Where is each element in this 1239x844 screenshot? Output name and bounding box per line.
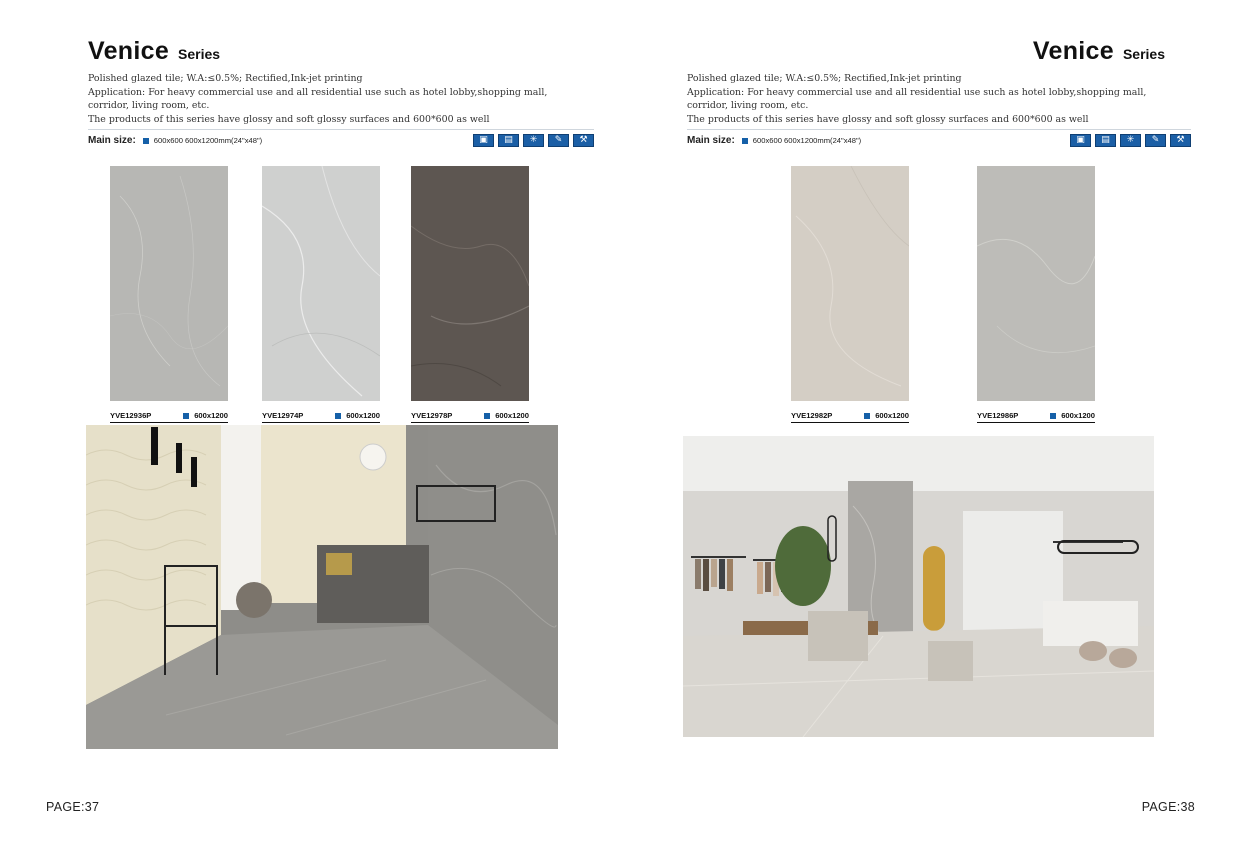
description-line: Application: For heavy commercial use and all residential use such as hotel lobby,shopping mall, xyxy=(687,86,1147,98)
tile-card xyxy=(977,166,1095,423)
description-line: The products of this series have glossy and soft glossy surfaces and 600*600 as well xyxy=(88,114,490,126)
page-number: PAGE:38 xyxy=(1141,800,1195,814)
tile-swatch xyxy=(977,166,1095,401)
description-line: Polished glazed tile; W.A:≤0.5%; Rectified,Ink-jet printing xyxy=(687,73,962,84)
stain-resist-icon: ✎ xyxy=(548,134,569,147)
feature-icons xyxy=(1070,134,1191,147)
catalog-page-left xyxy=(0,0,619,844)
tile-swatch xyxy=(411,166,529,401)
floor-icon: ▣ xyxy=(473,134,494,147)
tool-icon: ⚒ xyxy=(573,134,594,147)
catalog-page-right xyxy=(620,0,1239,844)
series-subtitle: Series xyxy=(178,46,221,62)
tile-caption xyxy=(411,409,529,423)
tile-card xyxy=(110,166,228,423)
size-marker xyxy=(143,138,149,144)
tile-swatch xyxy=(791,166,909,401)
wall-icon: ▤ xyxy=(1095,134,1116,147)
tile-code: YVE12986P xyxy=(977,411,1019,420)
series-description xyxy=(88,72,593,127)
tile-swatch xyxy=(110,166,228,401)
tool-icon: ⚒ xyxy=(1170,134,1191,147)
series-subtitle: Series xyxy=(1122,46,1165,62)
size-marker xyxy=(484,413,490,419)
tile-card xyxy=(791,166,909,423)
description-line: corridor, living room, etc. xyxy=(88,100,210,112)
tile-size xyxy=(864,411,909,420)
series-name: Venice xyxy=(88,37,170,65)
tile-code: YVE12974P xyxy=(262,411,304,420)
tile-card xyxy=(262,166,380,423)
tile-size xyxy=(335,411,380,420)
tile-size-value: 600x1200 xyxy=(194,411,228,420)
size-marker xyxy=(335,413,341,419)
tile-size-value: 600x1200 xyxy=(1061,411,1095,420)
main-size-values: 600x600 600x1200mm(24"x48") xyxy=(153,136,263,145)
tile-code: YVE12978P xyxy=(411,411,453,420)
interior-photo-boutique xyxy=(86,425,558,749)
floor-icon: ▣ xyxy=(1070,134,1091,147)
series-title xyxy=(88,37,220,66)
tile-card xyxy=(411,166,529,423)
description-line: Polished glazed tile; W.A:≤0.5%; Rectified,Ink-jet printing xyxy=(88,73,363,84)
series-description xyxy=(687,72,1192,127)
tile-size xyxy=(484,411,529,420)
feature-icons xyxy=(473,134,594,147)
tile-size xyxy=(1050,411,1095,420)
series-name: Venice xyxy=(1032,37,1114,65)
series-title xyxy=(1033,37,1165,66)
tile-caption xyxy=(977,409,1095,423)
main-size-label: Main size: xyxy=(687,135,735,146)
size-marker xyxy=(1050,413,1056,419)
description-line: Application: For heavy commercial use and all residential use such as hotel lobby,shopping mall, xyxy=(88,86,548,98)
frost-icon: ✳ xyxy=(523,134,544,147)
stain-resist-icon: ✎ xyxy=(1145,134,1166,147)
tile-code: YVE12936P xyxy=(110,411,152,420)
description-line: corridor, living room, etc. xyxy=(687,100,809,112)
tile-caption xyxy=(110,409,228,423)
main-size-bar xyxy=(88,129,594,151)
tile-swatch xyxy=(262,166,380,401)
frost-icon: ✳ xyxy=(1120,134,1141,147)
interior-photo-showroom xyxy=(683,436,1154,737)
tile-size-value: 600x1200 xyxy=(875,411,909,420)
description-line: The products of this series have glossy and soft glossy surfaces and 600*600 as well xyxy=(687,114,1089,126)
main-size-bar xyxy=(687,129,1191,151)
size-marker xyxy=(742,138,748,144)
wall-icon: ▤ xyxy=(498,134,519,147)
main-size-label: Main size: xyxy=(88,135,136,146)
page-number: PAGE:37 xyxy=(46,800,100,814)
tile-code: YVE12982P xyxy=(791,411,833,420)
tile-size-value: 600x1200 xyxy=(346,411,380,420)
tile-size xyxy=(183,411,228,420)
tile-caption xyxy=(262,409,380,423)
main-size-values: 600x600 600x1200mm(24"x48") xyxy=(752,136,862,145)
tile-caption xyxy=(791,409,909,423)
tile-size-value: 600x1200 xyxy=(495,411,529,420)
size-marker xyxy=(864,413,870,419)
size-marker xyxy=(183,413,189,419)
